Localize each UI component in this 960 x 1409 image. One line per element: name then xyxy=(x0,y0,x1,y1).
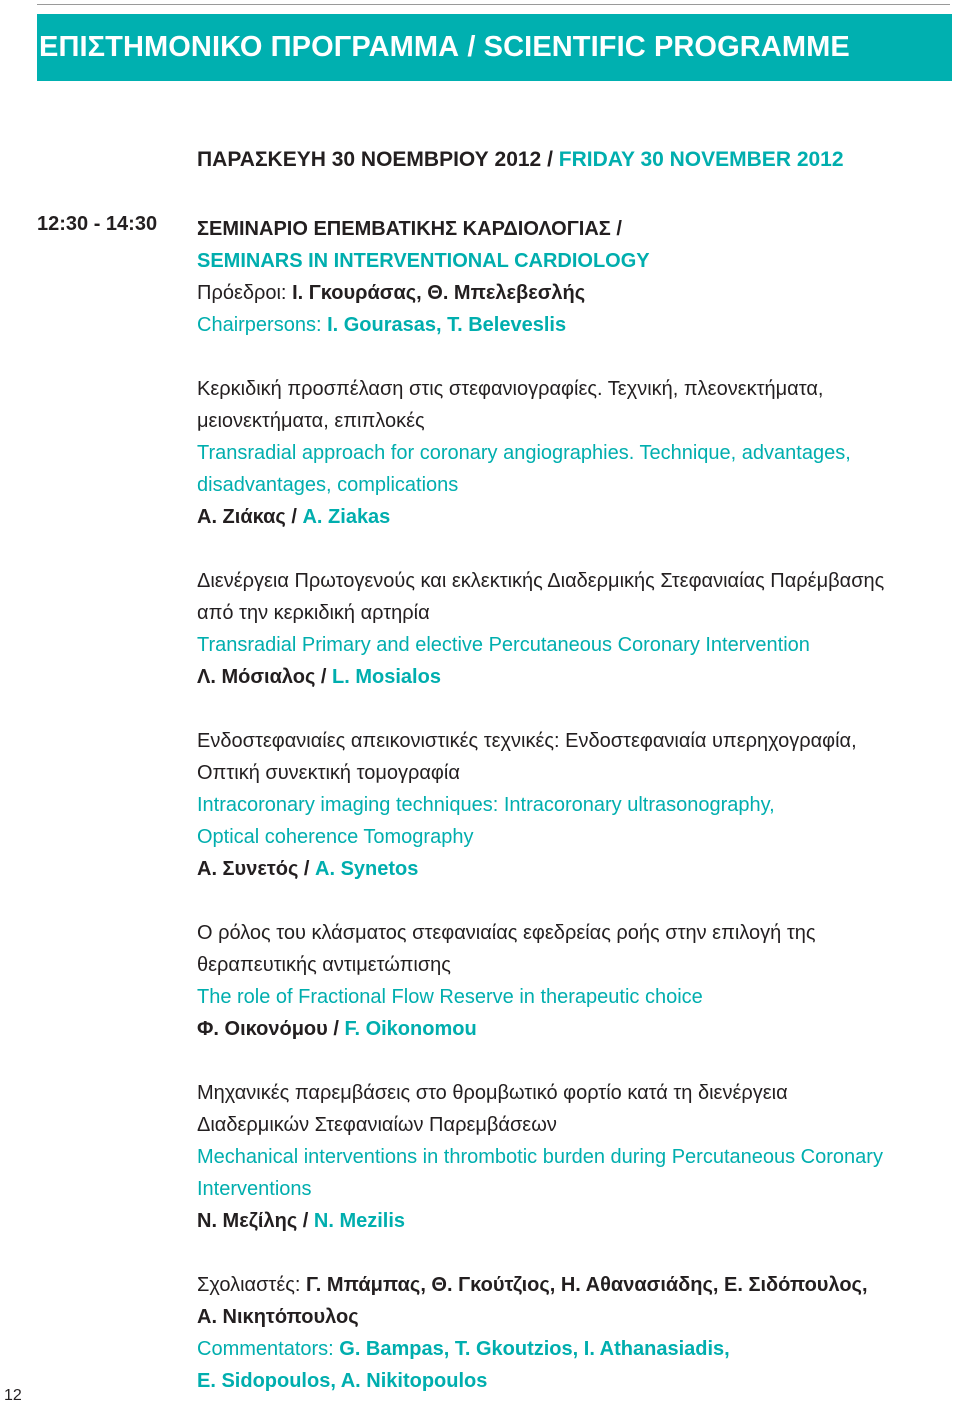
day-heading: ΠΑΡΑΣΚΕΥΗ 30 ΝΟΕΜΒΡΙΟΥ 2012 / FRIDAY 30 NOVEMBER 2012 xyxy=(197,148,844,171)
programme-banner: ΕΠΙΣΤΗΜΟΝΙΚΟ ΠΡΟΓΡΑΜΜΑ / SCIENTIFIC PROGRAMME xyxy=(37,14,952,81)
talk-title-english: Mechanical interventions in thrombotic burden during Percutaneous Coronary xyxy=(197,1146,883,1168)
session-time: 12:30 - 14:30 xyxy=(37,213,158,235)
talk-title-english: Intracoronary imaging techniques: Intracoronary ultrasonography, xyxy=(197,794,775,816)
talk-title-greek: μειονεκτήματα, επιπλοκές xyxy=(197,410,425,432)
talk-item xyxy=(197,1077,947,1237)
talk-item xyxy=(197,373,947,533)
talk-title-english: Transradial approach for coronary angiographies. Technique, advantages, xyxy=(197,442,851,464)
talk-item xyxy=(197,725,947,885)
chairs-greek: Πρόεδροι: Ι. Γκουράσας, Θ. Μπελεβεσλής xyxy=(197,282,586,304)
chairs-english: Chairpersons: I. Gourasas, T. Beleveslis xyxy=(197,314,567,336)
talk-title-english: Transradial Primary and elective Percutaneous Coronary Intervention xyxy=(197,634,810,656)
session-title-greek: ΣΕΜΙΝΑΡΙΟ ΕΠΕΜΒΑΤΙΚΗΣ ΚΑΡΔΙΟΛΟΓΙΑΣ / xyxy=(197,218,622,240)
talk-title-greek: Διαδερμικών Στεφανιαίων Παρεμβάσεων xyxy=(197,1114,557,1136)
talk-title-greek: θεραπευτικής αντιμετώπισης xyxy=(197,954,451,976)
commentators xyxy=(197,1269,947,1397)
talk-item xyxy=(197,565,947,693)
talk-item xyxy=(197,917,947,1045)
talk-title-english: Interventions xyxy=(197,1178,312,1200)
talk-title-greek: Μηχανικές παρεμβάσεις στο θρομβωτικό φορτίο κατά τη διενέργεια xyxy=(197,1082,788,1104)
commentators-greek: Α. Νικητόπουλος xyxy=(197,1306,359,1328)
session-content xyxy=(197,213,947,1397)
top-rule xyxy=(37,4,950,5)
talk-title-greek: Διενέργεια Πρωτογενούς και εκλεκτικής Διαδερμικής Στεφανιαίας Παρέμβασης xyxy=(197,570,885,592)
talk-speaker: Ν. Μεζίλης / N. Mezilis xyxy=(197,1210,406,1232)
page-number: 12 xyxy=(4,1387,22,1404)
talk-speaker: Α. Ζιάκας / A. Ziakas xyxy=(197,506,391,528)
commentators-english: Commentators: G. Bampas, T. Gkoutzios, I. Athanasiadis, xyxy=(197,1338,730,1360)
commentators-greek: Σχολιαστές: Γ. Μπάμπας, Θ. Γκούτζιος, Η. Αθανασιάδης, Ε. Σιδόπουλος, xyxy=(197,1274,868,1296)
talk-title-english: Optical coherence Tomography xyxy=(197,826,474,848)
talk-title-english: disadvantages, complications xyxy=(197,474,459,496)
talk-speaker: Λ. Μόσιαλος / L. Mosialos xyxy=(197,666,441,688)
session-title-english: SEMINARS IN INTERVENTIONAL CARDIOLOGY xyxy=(197,250,650,272)
talk-title-greek: Ο ρόλος του κλάσματος στεφανιαίας εφεδρείας ροής στην επιλογή της xyxy=(197,922,816,944)
talk-speaker: Φ. Οικονόμου / F. Oikonomou xyxy=(197,1018,477,1040)
talk-title-greek: Οπτική συνεκτική τομογραφία xyxy=(197,762,460,784)
talk-speaker: Α. Συνετός / A. Synetos xyxy=(197,858,419,880)
talk-title-english: The role of Fractional Flow Reserve in therapeutic choice xyxy=(197,986,703,1008)
talk-title-greek: Κερκιδική προσπέλαση στις στεφανιογραφίες. Τεχνική, πλεονεκτήματα, xyxy=(197,378,824,400)
talk-title-greek: Ενδοστεφανιαίες απεικονιστικές τεχνικές: Ενδοστεφανιαία υπερηχογραφία, xyxy=(197,730,857,752)
commentators-english: E. Sidopoulos, A. Nikitopoulos xyxy=(197,1370,488,1392)
talk-title-greek: από την κερκιδική αρτηρία xyxy=(197,602,430,624)
